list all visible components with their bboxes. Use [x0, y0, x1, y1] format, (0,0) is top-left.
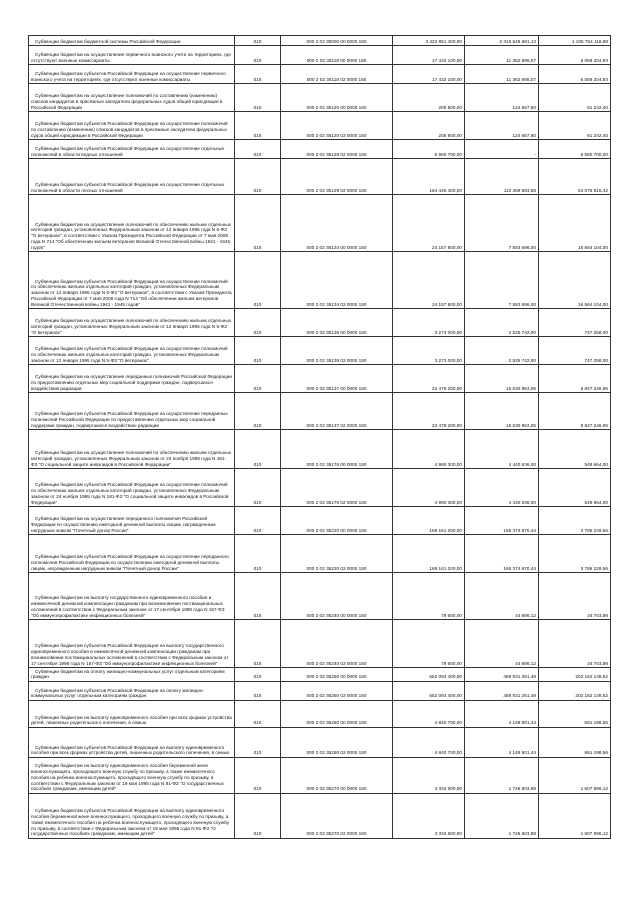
- unexecuted-amount-cell: 6 847 246,95: [539, 365, 611, 393]
- budget-classification-code-cell: 000 2 02 35270 00 0000 150: [281, 757, 393, 793]
- unexecuted-amount-cell: 81 242,40: [539, 112, 611, 140]
- budget-classification-code-cell: 000 2 02 35220 00 0000 150: [281, 507, 393, 535]
- approved-plan-cell: 662 093 400,00: [393, 681, 465, 700]
- unexecuted-amount-cell: 202 162 138,52: [539, 668, 611, 682]
- subvention-name-cell: Субвенции бюджетам на осуществление полномочий по составлению (изменению) списков кандидатов в присяжные заседатели федеральных судов общей юрисдикции в Российской Федерации: [29, 84, 235, 112]
- budget-classification-code-cell: 000 2 02 35135 00 0000 150: [281, 309, 393, 337]
- table-row: [29, 46, 611, 65]
- approved-plan-cell: 164 446 400,00: [393, 159, 465, 195]
- approved-plan-cell: 22 478 200,00: [393, 365, 465, 393]
- approved-plan-cell: 17 432 100,00: [393, 65, 465, 84]
- approved-plan-cell: 79 600,00: [393, 620, 465, 668]
- approved-plan-cell: 79 600,00: [393, 573, 465, 620]
- approved-plan-cell: 6 560 700,00: [393, 140, 465, 159]
- table-row: [29, 668, 611, 682]
- row-code-cell: 010: [235, 681, 281, 700]
- budget-classification-code-cell: 000 2 02 35129 02 0000 150: [281, 159, 393, 195]
- subvention-name-cell: Субвенции бюджетам на осуществление полномочий по обеспечению жильем отдельных категорий граждан, установленных Федеральным законом от 24 ноября 1995 года N 181-ФЗ "О социальной защите инвалидов в Российской Федерации": [29, 430, 235, 469]
- unexecuted-amount-cell: 747 258,00: [539, 337, 611, 365]
- row-code-cell: 010: [235, 535, 281, 573]
- row-code-cell: 010: [235, 84, 281, 112]
- approved-plan-cell: 4 990 300,00: [393, 469, 465, 507]
- table-row: [29, 727, 611, 757]
- unexecuted-amount-cell: 747 258,00: [539, 309, 611, 337]
- budget-classification-code-cell: 000 2 02 35134 02 0000 150: [281, 252, 393, 309]
- executed-amount-cell: 1 726 603,88: [465, 757, 539, 793]
- approved-plan-cell: 3 334 600,00: [393, 793, 465, 838]
- table-row: [29, 309, 611, 337]
- table-row: [29, 507, 611, 535]
- row-code-cell: 010: [235, 668, 281, 682]
- row-code-cell: 010: [235, 36, 281, 46]
- budget-classification-code-cell: 000 2 02 35240 02 0000 150: [281, 620, 393, 668]
- budget-classification-code-cell: 000 2 02 35128 02 0000 150: [281, 140, 393, 159]
- executed-amount-cell: 15 630 953,05: [465, 365, 539, 393]
- unexecuted-amount-cell: 1 607 996,12: [539, 793, 611, 838]
- row-code-cell: 010: [235, 793, 281, 838]
- subvention-name-cell: Субвенции бюджетам субъектов Российской Федерации на осуществление переданного полномочия Российской Федерации по осуществлению ежегодной денежной выплаты лицам, награжденным нагрудным знаком "Почетный донор России": [29, 535, 235, 573]
- row-code-cell: 010: [235, 337, 281, 365]
- executed-amount-cell: 11 362 895,07: [465, 46, 539, 65]
- unexecuted-amount-cell: 34 703,88: [539, 620, 611, 668]
- budget-classification-code-cell: 000 2 02 35137 00 0000 150: [281, 365, 393, 393]
- table-row: [29, 573, 611, 620]
- subvention-name-cell: Субвенции бюджетам субъектов Российской Федерации на осуществление полномочий по обеспечению жильем отдельных категорий граждан, установленных Федеральным законом от 12 января 1995 года N 5-ФЗ "О ветеранах", в соответствии с Указом Президента Российской Федерации от 7 мая 2008 года N 714 "Об обеспечении жильем ветеранов Великой Отечественной войны 1941 - 1945 годов": [29, 252, 235, 309]
- subvention-name-cell: Субвенции бюджетам субъектов Российской Федерации на осуществление отдельных полномочий в области лесных отношений: [29, 159, 235, 195]
- row-code-cell: 010: [235, 393, 281, 430]
- unexecuted-amount-cell: 1 106 754 118,88: [539, 36, 611, 46]
- budget-classification-code-cell: 000 2 02 35250 02 0000 150: [281, 681, 393, 700]
- table-row: [29, 793, 611, 838]
- table-row: [29, 84, 611, 112]
- budget-table: [28, 35, 611, 839]
- executed-amount-cell: 7 593 696,00: [465, 252, 539, 309]
- approved-plan-cell: 4 990 300,00: [393, 430, 465, 469]
- subvention-name-cell: Субвенции бюджетам на выплату единовременного пособия при всех формах устройства детей, лишенных родительского попечения, в семью: [29, 700, 235, 727]
- budget-classification-code-cell: 000 2 02 35120 00 0000 150: [281, 84, 393, 112]
- subvention-name-cell: Субвенции бюджетам субъектов Российской Федерации на осуществление полномочий по обеспечению жильем отдельных категорий граждан, установленных Федеральным законом от 24 ноября 1995 года N 181-ФЗ "О социальной защите инвалидов в Российской Федерации": [29, 469, 235, 507]
- executed-amount-cell: 2 316 545 681,13: [465, 36, 539, 46]
- executed-amount-cell: 165 374 970,44: [465, 507, 539, 535]
- approved-plan-cell: 3 422 851 400,00: [393, 36, 465, 46]
- approved-plan-cell: 24 157 800,00: [393, 195, 465, 252]
- unexecuted-amount-cell: 6 847 246,95: [539, 393, 611, 430]
- row-code-cell: 010: [235, 620, 281, 668]
- subvention-name-cell: Субвенции бюджетам субъектов Российской Федерации на выплату единовременного пособия беременной жене военнослужащего, проходящего военную службу по призыву, а также ежемесячного пособия на ребенка военнослужащего, проходящего военную службу по призыву, в соответствии с Федеральным законом от 19 мая 1995 года N 81-ФЗ "О государственных пособиях гражданам, имеющим детей": [29, 793, 235, 838]
- row-code-cell: 010: [235, 469, 281, 507]
- table-row: [29, 681, 611, 700]
- subvention-name-cell: Субвенции бюджетам субъектов Российской Федерации на выплату единовременного пособия при всех формах устройства детей, лишенных родительского попечения, в семью: [29, 727, 235, 757]
- row-code-cell: 010: [235, 430, 281, 469]
- budget-classification-code-cell: 000 2 02 35240 00 0000 150: [281, 573, 393, 620]
- table-row: [29, 112, 611, 140]
- budget-classification-code-cell: 000 2 02 35176 02 0000 150: [281, 469, 393, 507]
- approved-plan-cell: 24 157 800,00: [393, 252, 465, 309]
- table-row: [29, 757, 611, 793]
- unexecuted-amount-cell: 691 198,56: [539, 700, 611, 727]
- approved-plan-cell: 17 432 100,00: [393, 46, 465, 65]
- approved-plan-cell: 22 478 200,00: [393, 393, 465, 430]
- executed-amount-cell: 4 149 501,44: [465, 727, 539, 757]
- executed-amount-cell: 4 440 636,00: [465, 469, 539, 507]
- subvention-name-cell: Субвенции бюджетам на осуществление переданных полномочий Российской Федерации по предоставлению отдельных мер социальной поддержки граждан, подвергшихся воздействию радиации: [29, 365, 235, 393]
- budget-classification-code-cell: 000 2 02 35260 00 0000 150: [281, 700, 393, 727]
- executed-amount-cell: 124 657,60: [465, 84, 539, 112]
- row-code-cell: 010: [235, 727, 281, 757]
- executed-amount-cell: 7 593 696,00: [465, 195, 539, 252]
- executed-amount-cell: 459 931 261,48: [465, 668, 539, 682]
- unexecuted-amount-cell: 34 703,88: [539, 573, 611, 620]
- row-code-cell: 010: [235, 757, 281, 793]
- budget-classification-code-cell: 000 2 02 35120 02 0000 150: [281, 112, 393, 140]
- subvention-name-cell: Субвенции бюджетам на осуществление первичного воинского учета на территориях, где отсутствуют военные комиссариаты: [29, 46, 235, 65]
- budget-classification-code-cell: 000 2 02 35176 00 0000 150: [281, 430, 393, 469]
- subvention-name-cell: Субвенции бюджетам на осуществление переданного полномочия Российской Федерации по осуществлению ежегодной денежной выплаты лицам, награжденным нагрудным знаком "Почетный донор России": [29, 507, 235, 535]
- subvention-name-cell: Субвенции бюджетам на оплату жилищно-коммунальных услуг отдельным категориям граждан: [29, 668, 235, 682]
- executed-amount-cell: 2 525 742,00: [465, 309, 539, 337]
- approved-plan-cell: 169 161 200,00: [393, 507, 465, 535]
- budget-classification-code-cell: 000 2 02 35250 00 0000 150: [281, 668, 393, 682]
- subvention-name-cell: Субвенции бюджетам бюджетной системы Российской Федерации: [29, 36, 235, 46]
- unexecuted-amount-cell: 202 162 138,52: [539, 681, 611, 700]
- unexecuted-amount-cell: 6 560 700,00: [539, 140, 611, 159]
- approved-plan-cell: 3 273 000,00: [393, 337, 465, 365]
- table-row: [29, 365, 611, 393]
- budget-classification-code-cell: 000 2 02 35137 02 0000 150: [281, 393, 393, 430]
- subvention-name-cell: Субвенции бюджетам субъектов Российской Федерации на оплату жилищно-коммунальных услуг отдельным категориям граждан: [29, 681, 235, 700]
- budget-classification-code-cell: 000 2 02 35118 00 0000 150: [281, 46, 393, 65]
- executed-amount-cell: 4 440 636,00: [465, 430, 539, 469]
- subvention-name-cell: Субвенции бюджетам на выплату государственного единовременного пособия и ежемесячной денежной компенсации гражданам при возникновении поствакцинальных осложнений в соответствии с Федеральным законом от 17 сентября 1998 года N 157-ФЗ "Об иммунопрофилактике инфекционных болезней": [29, 573, 235, 620]
- row-code-cell: 010: [235, 365, 281, 393]
- subvention-name-cell: Субвенции бюджетам на осуществление полномочий по обеспечению жильем отдельных категорий граждан, установленных Федеральным законом от 12 января 1995 года N 5-ФЗ "О ветеранах": [29, 309, 235, 337]
- executed-amount-cell: 2 525 742,00: [465, 337, 539, 365]
- budget-report-page: [28, 35, 610, 839]
- approved-plan-cell: 4 840 700,00: [393, 700, 465, 727]
- approved-plan-cell: 205 900,00: [393, 112, 465, 140]
- executed-amount-cell: 44 896,12: [465, 620, 539, 668]
- unexecuted-amount-cell: 3 786 229,56: [539, 507, 611, 535]
- subvention-name-cell: Субвенции бюджетам субъектов Российской Федерации на осуществление отдельных полномочий в области водных отношений: [29, 140, 235, 159]
- unexecuted-amount-cell: 54 076 816,42: [539, 159, 611, 195]
- table-row: [29, 65, 611, 84]
- budget-classification-code-cell: 000 2 02 35118 02 0000 150: [281, 65, 393, 84]
- table-row: [29, 469, 611, 507]
- approved-plan-cell: 205 900,00: [393, 84, 465, 112]
- unexecuted-amount-cell: 16 564 104,00: [539, 195, 611, 252]
- row-code-cell: 010: [235, 112, 281, 140]
- table-row: [29, 430, 611, 469]
- table-row: [29, 393, 611, 430]
- row-code-cell: 010: [235, 507, 281, 535]
- unexecuted-amount-cell: 549 664,00: [539, 469, 611, 507]
- row-code-cell: 010: [235, 573, 281, 620]
- approved-plan-cell: 4 840 700,00: [393, 727, 465, 757]
- row-code-cell: 010: [235, 159, 281, 195]
- table-row: [29, 337, 611, 365]
- table-row: [29, 140, 611, 159]
- subvention-name-cell: Субвенции бюджетам субъектов Российской Федерации на выплату государственного единовременного пособия и ежемесячной денежной компенсации гражданам при возникновении поствакцинальных осложнений в соответствии с Федеральным законом от 17 сентября 1998 года N 157-ФЗ "Об иммунопрофилактике инфекционных болезней": [29, 620, 235, 668]
- table-row: [29, 36, 611, 46]
- executed-amount-cell: 11 362 895,07: [465, 65, 539, 84]
- budget-classification-code-cell: 000 2 02 30000 00 0000 150: [281, 36, 393, 46]
- table-row: [29, 159, 611, 195]
- executed-amount-cell: 110 369 583,58: [465, 159, 539, 195]
- subvention-name-cell: Субвенции бюджетам субъектов Российской Федерации на осуществление переданных полномочий Российской Федерации по предоставлению отдельных мер социальной поддержки граждан, подвергшихся воздействию радиации: [29, 393, 235, 430]
- unexecuted-amount-cell: 691 198,56: [539, 727, 611, 757]
- row-code-cell: 010: [235, 309, 281, 337]
- executed-amount-cell: 15 630 953,05: [465, 393, 539, 430]
- row-code-cell: 010: [235, 46, 281, 65]
- unexecuted-amount-cell: 549 664,00: [539, 430, 611, 469]
- approved-plan-cell: 3 273 000,00: [393, 309, 465, 337]
- executed-amount-cell: 459 931 261,48: [465, 681, 539, 700]
- executed-amount-cell: 44 896,12: [465, 573, 539, 620]
- executed-amount-cell: 124 657,60: [465, 112, 539, 140]
- subvention-name-cell: Субвенции бюджетам субъектов Российской Федерации на осуществление первичного воинского учета на территориях, где отсутствуют военные комиссариаты: [29, 65, 235, 84]
- subvention-name-cell: Субвенции бюджетам на выплату единовременного пособия беременной жене военнослужащего, проходящего военную службу по призыву, а также ежемесячного пособия на ребенка военнослужащего, проходящего военную службу по призыву, в соответствии с Федеральным законом от 19 мая 1995 года N 81-ФЗ "О государственных пособиях гражданам, имеющим детей": [29, 757, 235, 793]
- table-row: [29, 620, 611, 668]
- executed-amount-cell: 1 726 603,88: [465, 793, 539, 838]
- unexecuted-amount-cell: 16 564 104,00: [539, 252, 611, 309]
- budget-classification-code-cell: 000 2 02 35260 02 0000 150: [281, 727, 393, 757]
- budget-classification-code-cell: 000 2 02 35270 02 0000 150: [281, 793, 393, 838]
- executed-amount-cell: 4 149 501,44: [465, 700, 539, 727]
- unexecuted-amount-cell: 6 069 204,93: [539, 65, 611, 84]
- budget-classification-code-cell: 000 2 02 35220 02 0000 150: [281, 535, 393, 573]
- unexecuted-amount-cell: 3 786 229,56: [539, 535, 611, 573]
- row-code-cell: 010: [235, 195, 281, 252]
- table-row: [29, 252, 611, 309]
- budget-classification-code-cell: 000 2 02 35135 02 0000 150: [281, 337, 393, 365]
- row-code-cell: 010: [235, 700, 281, 727]
- subvention-name-cell: Субвенции бюджетам на осуществление полномочий по обеспечению жильем отдельных категорий граждан, установленных Федеральным законом от 12 января 1995 года N 5-ФЗ "О ветеранах", в соответствии с Указом Президента Российской Федерации от 7 мая 2008 года N 714 "Об обеспечении жильем ветеранов Великой Отечественной войны 1941 - 1945 годов": [29, 195, 235, 252]
- budget-classification-code-cell: 000 2 02 35134 00 0000 150: [281, 195, 393, 252]
- unexecuted-amount-cell: 6 069 204,93: [539, 46, 611, 65]
- row-code-cell: 010: [235, 65, 281, 84]
- approved-plan-cell: 169 161 200,00: [393, 535, 465, 573]
- executed-amount-cell: 165 374 970,44: [465, 535, 539, 573]
- approved-plan-cell: 3 334 600,00: [393, 757, 465, 793]
- table-row: [29, 195, 611, 252]
- subvention-name-cell: Субвенции бюджетам субъектов Российской Федерации на осуществление полномочий по обеспечению жильем отдельных категорий граждан, установленных Федеральным законом от 12 января 1995 года N 5-ФЗ "О ветеранах": [29, 337, 235, 365]
- unexecuted-amount-cell: 1 607 996,12: [539, 757, 611, 793]
- table-row: [29, 700, 611, 727]
- executed-amount-cell: -: [465, 140, 539, 159]
- unexecuted-amount-cell: 81 242,40: [539, 84, 611, 112]
- row-code-cell: 010: [235, 252, 281, 309]
- approved-plan-cell: 662 093 400,00: [393, 668, 465, 682]
- budget-table-body: [29, 36, 611, 839]
- subvention-name-cell: Субвенции бюджетам субъектов Российской Федерации на осуществление полномочий по составлению (изменению) списков кандидатов в присяжные заседатели федеральных судов общей юрисдикции в Российской Федерации: [29, 112, 235, 140]
- row-code-cell: 010: [235, 140, 281, 159]
- table-row: [29, 535, 611, 573]
